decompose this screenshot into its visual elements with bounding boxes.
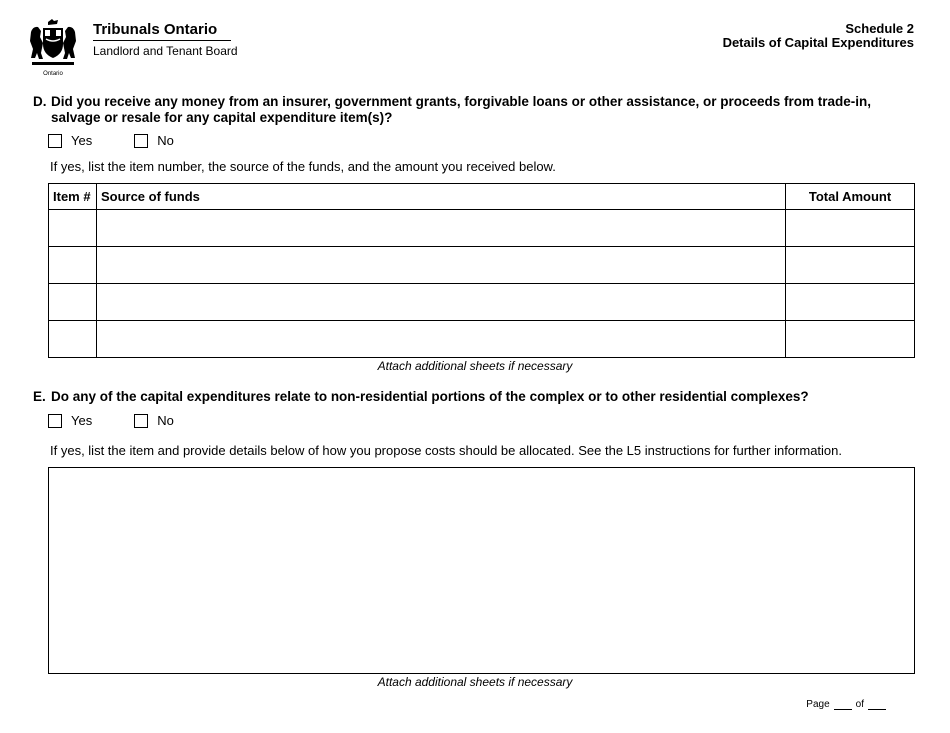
total-amount-cell[interactable] — [786, 210, 915, 247]
ontario-coat-of-arms-logo — [28, 18, 78, 77]
question-d-no-checkbox[interactable] — [134, 134, 148, 148]
question-e-instruction: If yes, list the item and provide details below of how you propose costs should be allocated. See the L5 instructions for further information. — [50, 443, 842, 458]
question-e-yes-checkbox[interactable] — [48, 414, 62, 428]
table-row — [49, 284, 915, 321]
question-d-no-option[interactable] — [134, 133, 174, 148]
org-subtitle: Landlord and Tenant Board — [93, 44, 238, 58]
question-d-attach-note: Attach additional sheets if necessary — [377, 359, 573, 373]
question-e-text: Do any of the capital expenditures relate to non-residential portions of the complex or to other residential complexes? — [51, 389, 809, 404]
question-d-text: Did you receive any money from an insurer, government grants, forgivable loans or other assistance, or proceeds from trade-in, salvage or resale for any capital expenditure item(s)? — [51, 94, 871, 125]
page-label: Page — [806, 699, 830, 710]
page-number-footer — [806, 699, 890, 710]
question-e-options — [48, 413, 174, 428]
question-e-no-option[interactable] — [134, 413, 174, 428]
question-d-instruction: If yes, list the item number, the source of the funds, and the amount you received below. — [50, 159, 556, 174]
of-label: of — [855, 699, 864, 710]
allocation-details-textarea[interactable] — [48, 467, 915, 674]
table-row — [49, 247, 915, 284]
col-header-amount: Total Amount — [786, 184, 915, 210]
question-d-letter: D. — [33, 94, 47, 109]
item-number-cell[interactable] — [49, 210, 97, 247]
total-amount-cell[interactable] — [786, 284, 915, 321]
col-header-item: Item # — [49, 184, 97, 210]
org-title: Tribunals Ontario — [93, 21, 218, 38]
question-d-no-label: No — [157, 133, 174, 148]
funds-table — [48, 183, 915, 358]
item-number-cell[interactable] — [49, 247, 97, 284]
question-e-attach-note: Attach additional sheets if necessary — [377, 675, 573, 689]
logo-caption: Ontario — [43, 71, 63, 77]
item-number-cell[interactable] — [49, 321, 97, 358]
question-e-no-checkbox[interactable] — [134, 414, 148, 428]
source-of-funds-cell[interactable] — [96, 210, 785, 247]
item-number-cell[interactable] — [49, 284, 97, 321]
question-d-yes-checkbox[interactable] — [48, 134, 62, 148]
funds-table-header-row — [49, 184, 915, 210]
table-row — [49, 321, 915, 358]
schedule-number: Schedule 2 — [845, 21, 914, 36]
question-d-yes-label: Yes — [71, 133, 93, 148]
source-of-funds-cell[interactable] — [96, 321, 785, 358]
question-e-yes-label: Yes — [71, 413, 93, 428]
question-d-options — [48, 133, 174, 148]
question-e-no-label: No — [157, 413, 174, 428]
col-header-source: Source of funds — [96, 184, 785, 210]
total-amount-cell[interactable] — [786, 247, 915, 284]
page-total-blank[interactable] — [868, 700, 886, 710]
table-row — [49, 210, 915, 247]
question-e-yes-option[interactable] — [48, 413, 92, 428]
schedule-title: Details of Capital Expenditures — [722, 35, 914, 50]
total-amount-cell[interactable] — [786, 321, 915, 358]
header-divider — [93, 40, 231, 41]
page-number-blank[interactable] — [834, 700, 852, 710]
question-e-letter: E. — [33, 389, 46, 404]
source-of-funds-cell[interactable] — [96, 247, 785, 284]
source-of-funds-cell[interactable] — [96, 284, 785, 321]
question-d-yes-option[interactable] — [48, 133, 92, 148]
